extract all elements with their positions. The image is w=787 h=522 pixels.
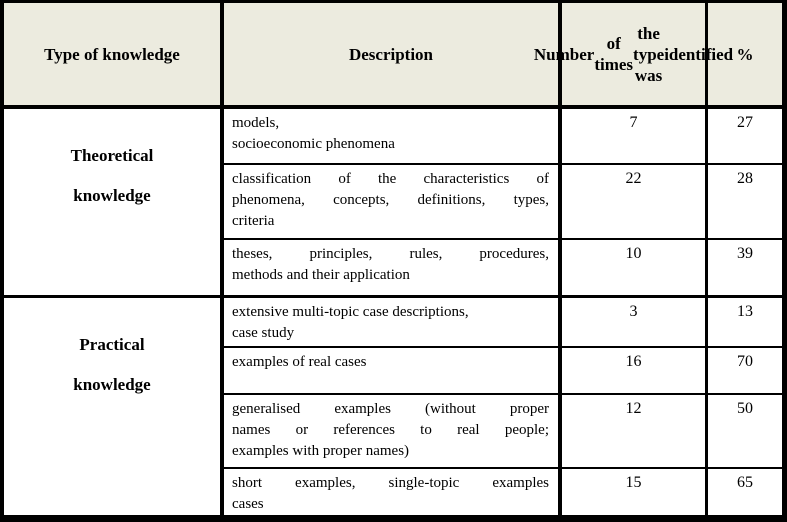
description-cell [224,395,562,467]
description-line: extensive multi-topic case descriptions, [232,304,469,320]
group-rows [224,298,782,515]
type-of-knowledge-line: knowledge [73,375,151,394]
description-line: socioeconomic phenomena [232,136,395,152]
count-cell: 15 [562,469,708,515]
description-cell [224,469,562,515]
header-number-of-times [533,3,734,105]
percent-cell: 39 [737,245,753,262]
type-of-knowledge-cell [4,109,224,295]
table-row [224,298,782,346]
count-cell: 22 [562,165,708,238]
description-line: theses, principles, rules, procedures, [232,246,549,262]
table-body [4,109,782,515]
header-number-of-times-line: Number [533,44,595,64]
percent-cell: 50 [737,400,753,417]
type-of-knowledge-line: knowledge [73,186,151,205]
description-line: methods and their application [232,267,410,283]
count-cell: 12 [562,395,708,467]
description-cell [224,348,562,393]
count-cell: 7 [562,109,708,163]
description-line: phenomena, concepts, definitions, types, [232,192,549,208]
type-of-knowledge-line: Theoretical [70,146,154,165]
type-of-knowledge-cell [4,298,224,515]
description-line: examples of real cases [232,354,367,370]
description-line: generalised examples (without proper [232,401,549,417]
group-rows [224,109,782,295]
description-line: cases [232,496,264,512]
count-cell: 3 [562,298,708,346]
header-number-of-times-line: identified [664,44,734,64]
header-number-of-times-line: of times [594,34,634,74]
description-line: names or references to real people; [232,422,549,438]
percent-cell: 65 [737,474,753,491]
description-line: criteria [232,213,275,229]
percent-cell: 13 [737,303,753,320]
table-row [224,163,782,238]
description-cell [224,165,562,238]
description-cell [224,240,562,295]
table-row [224,393,782,467]
header-type-of-knowledge: Type of knowledge [4,3,224,105]
description-line: case study [232,325,295,341]
table-row [224,109,782,163]
description-cell [224,109,562,163]
percent-cell: 70 [737,353,753,370]
percent-cell: 28 [737,170,753,187]
table-header-row [4,3,782,109]
header-description: Description [224,3,562,105]
percent-cell: 27 [737,114,753,131]
table-row [224,467,782,515]
description-line: models, [232,115,280,131]
group-practical [4,295,782,515]
description-line: short examples, single-topic examples [232,475,549,491]
table-row [224,238,782,295]
description-cell [224,298,562,346]
count-cell: 16 [562,348,708,393]
header-number-of-times-line: the type was [633,23,665,85]
type-of-knowledge-line: Practical [79,335,145,354]
group-theoretical [4,109,782,295]
description-line: examples with proper names) [232,443,410,459]
header-percent: % [736,44,754,64]
count-cell: 10 [562,240,708,295]
description-line: classification of the characteristics of [232,171,549,187]
table-row [224,346,782,393]
